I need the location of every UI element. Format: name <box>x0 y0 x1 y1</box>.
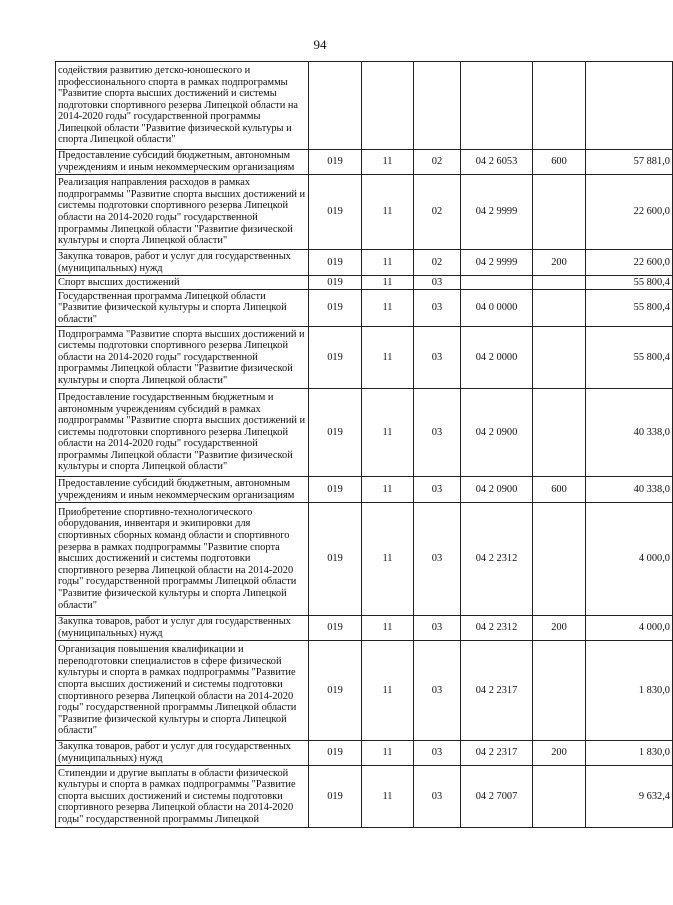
expense-type-code: 200 <box>533 616 586 641</box>
row-name: Предоставление государственным бюджетным и автономным учреждениям субсидий в рамках подпрограммы "Развитие спорта высших достижений и системы подготовки спортивного резерва Липецкой области на 2014-2020 годы" государственной программы Липецкой области "Развитие физической культуры и спорта Липецкой области" <box>56 389 309 477</box>
row-name: содействия развитию детско-юношеского и профессионального спорта в рамках подпрограммы "Развитие спорта высших достижений и системы подготовки спортивного резерва Липецкой области на 2014-2020 годы" государственной программы Липецкой области "Развитие физической культуры и спорта Липецкой области" <box>56 62 309 150</box>
amount: 22 600,0 <box>586 250 673 276</box>
ministry-code: 019 <box>309 290 362 327</box>
table-row <box>56 766 673 828</box>
table-row <box>56 616 673 641</box>
budget-table <box>55 61 673 828</box>
ministry-code: 019 <box>309 276 362 290</box>
subsection-code: 03 <box>414 327 461 389</box>
section-code: 11 <box>362 327 414 389</box>
amount: 57 881,0 <box>586 150 673 175</box>
subsection-code: 03 <box>414 641 461 741</box>
section-code: 11 <box>362 641 414 741</box>
table-row <box>56 503 673 616</box>
expense-type-code <box>533 389 586 477</box>
table-row <box>56 62 673 150</box>
target-code: 04 2 9999 <box>461 250 533 276</box>
target-code: 04 2 6053 <box>461 150 533 175</box>
target-code: 04 2 7007 <box>461 766 533 828</box>
amount: 55 800,4 <box>586 290 673 327</box>
expense-type-code: 600 <box>533 477 586 503</box>
amount: 1 830,0 <box>586 741 673 766</box>
subsection-code <box>414 62 461 150</box>
section-code: 11 <box>362 175 414 250</box>
ministry-code: 019 <box>309 616 362 641</box>
table-row <box>56 641 673 741</box>
row-name: Государственная программа Липецкой области "Развитие физической культуры и спорта Липецкой области" <box>56 290 309 327</box>
row-name: Предоставление субсидий бюджетным, автономным учреждениям и иным некоммерческим организациям <box>56 150 309 175</box>
target-code <box>461 62 533 150</box>
expense-type-code <box>533 641 586 741</box>
subsection-code: 03 <box>414 477 461 503</box>
section-code: 11 <box>362 741 414 766</box>
amount: 22 600,0 <box>586 175 673 250</box>
amount: 4 000,0 <box>586 503 673 616</box>
subsection-code: 03 <box>414 616 461 641</box>
target-code: 04 2 2317 <box>461 741 533 766</box>
ministry-code: 019 <box>309 503 362 616</box>
page-number: 94 <box>313 37 327 52</box>
ministry-code: 019 <box>309 327 362 389</box>
table-row <box>56 741 673 766</box>
subsection-code: 03 <box>414 741 461 766</box>
row-name: Подпрограмма "Развитие спорта высших достижений и системы подготовки спортивного резерва Липецкой области на 2014-2020 годы" государственной программы Липецкой области "Развитие физической культуры и спорта Липецкой области" <box>56 327 309 389</box>
target-code: 04 2 0000 <box>461 327 533 389</box>
ministry-code: 019 <box>309 741 362 766</box>
expense-type-code: 600 <box>533 150 586 175</box>
ministry-code: 019 <box>309 150 362 175</box>
amount: 55 800,4 <box>586 276 673 290</box>
section-code: 11 <box>362 250 414 276</box>
section-code: 11 <box>362 290 414 327</box>
row-name: Стипендии и другие выплаты в области физической культуры и спорта в рамках подпрограммы "Развитие спорта высших достижений и системы подготовки спортивного резерва Липецкой области на 2014-2020 годы" государственной программы Липецкой <box>56 766 309 828</box>
target-code: 04 2 0900 <box>461 477 533 503</box>
table-row <box>56 290 673 327</box>
row-name: Организация повышения квалификации и переподготовки специалистов в сфере физической культуры и спорта в рамках подпрограммы "Развитие спорта высших достижений и системы подготовки спортивного резерва Липецкой области на 2014-2020 годы" государственной программы Липецкой области "Развитие физической культуры и спорта Липецкой области" <box>56 641 309 741</box>
table-row <box>56 175 673 250</box>
section-code: 11 <box>362 276 414 290</box>
expense-type-code <box>533 175 586 250</box>
subsection-code: 03 <box>414 276 461 290</box>
ministry-code <box>309 62 362 150</box>
target-code: 04 2 0900 <box>461 389 533 477</box>
row-name: Закупка товаров, работ и услуг для государственных (муниципальных) нужд <box>56 250 309 276</box>
expense-type-code <box>533 327 586 389</box>
section-code: 11 <box>362 766 414 828</box>
amount: 9 632,4 <box>586 766 673 828</box>
subsection-code: 03 <box>414 766 461 828</box>
amount: 4 000,0 <box>586 616 673 641</box>
section-code: 11 <box>362 150 414 175</box>
section-code: 11 <box>362 503 414 616</box>
table-row <box>56 477 673 503</box>
target-code: 04 2 2312 <box>461 503 533 616</box>
expense-type-code <box>533 290 586 327</box>
section-code: 11 <box>362 616 414 641</box>
amount: 40 338,0 <box>586 477 673 503</box>
amount: 1 830,0 <box>586 641 673 741</box>
ministry-code: 019 <box>309 766 362 828</box>
ministry-code: 019 <box>309 175 362 250</box>
table-row <box>56 389 673 477</box>
section-code <box>362 62 414 150</box>
subsection-code: 03 <box>414 503 461 616</box>
subsection-code: 03 <box>414 290 461 327</box>
row-name: Закупка товаров, работ и услуг для государственных (муниципальных) нужд <box>56 741 309 766</box>
target-code: 04 2 9999 <box>461 175 533 250</box>
expense-type-code: 200 <box>533 741 586 766</box>
expense-type-code <box>533 766 586 828</box>
section-code: 11 <box>362 477 414 503</box>
expense-type-code <box>533 62 586 150</box>
ministry-code: 019 <box>309 250 362 276</box>
ministry-code: 019 <box>309 389 362 477</box>
subsection-code: 02 <box>414 250 461 276</box>
amount: 55 800,4 <box>586 327 673 389</box>
target-code: 04 0 0000 <box>461 290 533 327</box>
subsection-code: 02 <box>414 175 461 250</box>
ministry-code: 019 <box>309 641 362 741</box>
expense-type-code <box>533 503 586 616</box>
expense-type-code: 200 <box>533 250 586 276</box>
subsection-code: 02 <box>414 150 461 175</box>
amount: 40 338,0 <box>586 389 673 477</box>
row-name: Закупка товаров, работ и услуг для государственных (муниципальных) нужд <box>56 616 309 641</box>
table-row <box>56 327 673 389</box>
row-name: Реализация направления расходов в рамках подпрограммы "Развитие спорта высших достижений и системы подготовки спортивного резерва Липецкой области на 2014-2020 годы" государственной программы Липецкой области "Развитие физической культуры и спорта Липецкой области" <box>56 175 309 250</box>
amount <box>586 62 673 150</box>
ministry-code: 019 <box>309 477 362 503</box>
row-name: Приобретение спортивно-технологического оборудования, инвентаря и экипировки для спортивных сборных команд области и спортивного резерва в рамках подпрограммы "Развитие спорта высших достижений и системы подготовки спортивного резерва Липецкой области на 2014-2020 годы" государственной программы Липецкой области "Развитие физической культуры и спорта Липецкой области" <box>56 503 309 616</box>
row-name: Спорт высших достижений <box>56 276 309 290</box>
table-row <box>56 276 673 290</box>
subsection-code: 03 <box>414 389 461 477</box>
table-row <box>56 150 673 175</box>
section-code: 11 <box>362 389 414 477</box>
target-code: 04 2 2317 <box>461 641 533 741</box>
target-code: 04 2 2312 <box>461 616 533 641</box>
row-name: Предоставление субсидий бюджетным, автономным учреждениям и иным некоммерческим организациям <box>56 477 309 503</box>
expense-type-code <box>533 276 586 290</box>
table-row <box>56 250 673 276</box>
target-code <box>461 276 533 290</box>
